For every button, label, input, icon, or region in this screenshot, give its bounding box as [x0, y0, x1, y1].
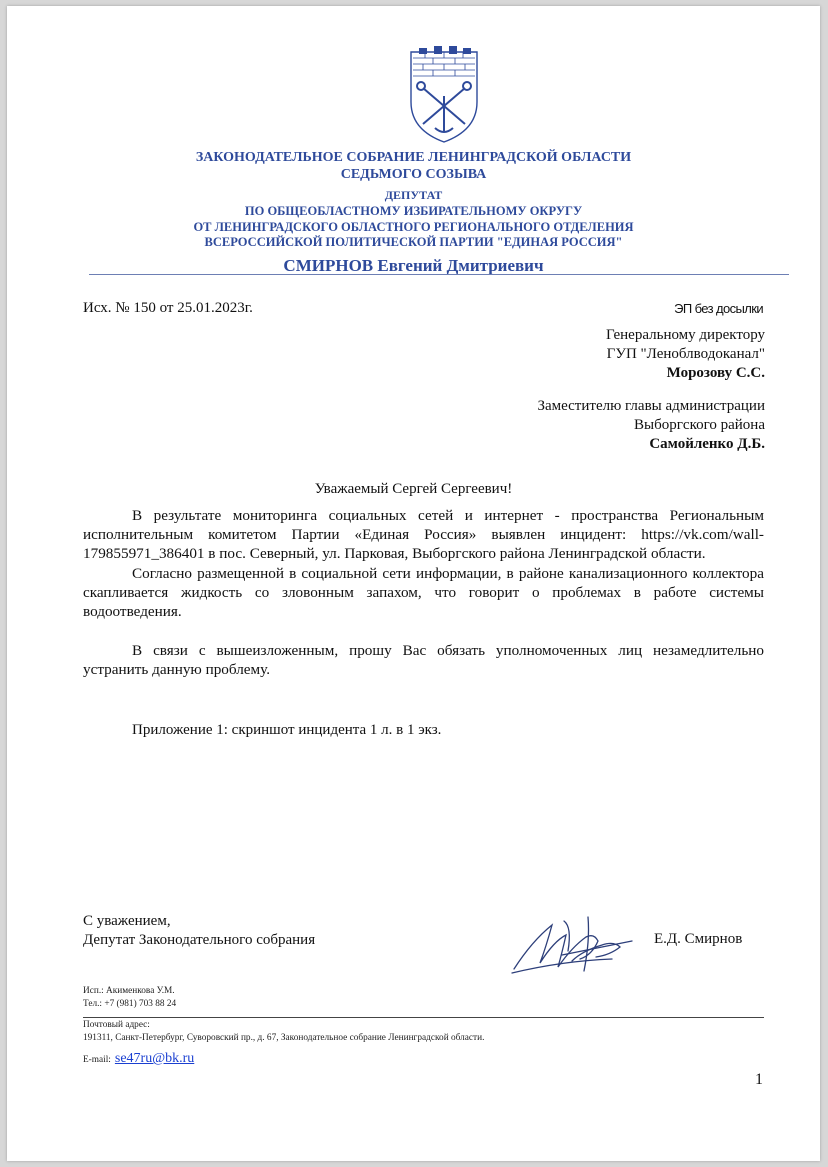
email-link[interactable]: se47ru@bk.ru: [114, 1051, 195, 1066]
deputy-name: СМИРНОВ Евгений Дмитриевич: [283, 256, 544, 275]
page-number: 1: [755, 1071, 763, 1088]
signer-name: Е.Д. Смирнов: [654, 931, 743, 947]
recipient-position: Заместителю главы администрации: [537, 398, 765, 414]
recipient-block-2: [537, 397, 765, 454]
email-label: E-mail:: [83, 1055, 111, 1065]
recipient-position: Генеральному директору: [605, 327, 765, 343]
outgoing-number: Исх. № 150 от 25.01.2023г.: [83, 300, 253, 316]
header-divider: [89, 274, 789, 275]
attachment-note: Приложение 1: скриншот инцидента 1 л. в 1 экз.: [132, 722, 442, 738]
email-row: [83, 1049, 194, 1067]
coat-of-arms-icon: [405, 44, 483, 144]
signature-block: [83, 912, 315, 950]
salutation: Уважаемый Сергей Сергеевич!: [314, 481, 513, 497]
recipient-organization: ГУП "Леноблводоканал": [606, 346, 765, 362]
recipient-block: [606, 326, 765, 383]
recipient-name: Самойленко Д.Б.: [649, 436, 765, 452]
deputy-title: ДЕПУТАТ: [384, 188, 443, 202]
paragraph-details: Согласно размещенной в социальной сети информации, в районе канализационного коллектора скапливается жидкость со зловонным запахом, что говорит о проблемах в работе системы водоотведения.: [83, 565, 764, 621]
org-title: ЗАКОНОДАТЕЛЬНОЕ СОБРАНИЕ ЛЕНИНГРАДСКОЙ ОБЛАСТИ: [195, 150, 632, 165]
paragraph-incident: В результате мониторинга социальных сетей и интернет - пространства Региональным исполнительным комитетом Партии «Единая Россия» выявлен инцидент: https://vk.com/wall-179855971_386401 в пос. Северный, ул. Парковая, Выборгского района Ленинградской области.: [83, 507, 764, 563]
deputy-district: ПО ОБЩЕОБЛАСТНОМУ ИЗБИРАТЕЛЬНОМУ ОКРУГУ: [244, 204, 583, 218]
org-convocation: СЕДЬМОГО СОЗЫВА: [340, 167, 487, 182]
footer-divider: [83, 1017, 764, 1018]
paragraph-request: В связи с вышеизложенным, прошу Вас обязать уполномоченных лиц незамедлительно устранить данную проблему.: [83, 642, 764, 679]
document-page: [7, 6, 820, 1161]
deputy-party: ВСЕРОССИЙСКОЙ ПОЛИТИЧЕСКОЙ ПАРТИИ "ЕДИНАЯ РОССИЯ": [204, 235, 623, 249]
postal-address: 191311, Санкт-Петербург, Суворовский пр., д. 67, Законодательное собрание Ленинградской области.: [83, 1033, 485, 1043]
postal-label: Почтовый адрес:: [83, 1020, 150, 1030]
recipient-organization: Выборгского района: [634, 417, 765, 433]
signer-position: Депутат Законодательного собрания: [83, 932, 316, 948]
delivery-note: ЭП без досылки: [674, 301, 763, 316]
handwritten-signature: [502, 911, 642, 981]
recipient-name: Морозову С.С.: [666, 365, 765, 381]
deputy-branch: ОТ ЛЕНИНГРАДСКОГО ОБЛАСТНОГО РЕГИОНАЛЬНОГО ОТДЕЛЕНИЯ: [193, 220, 634, 234]
executor-name: Исп.: Акименкова У.М.: [83, 986, 175, 996]
closing-phrase: С уважением,: [83, 913, 171, 929]
executor-phone: Тел.: +7 (981) 703 88 24: [83, 999, 177, 1009]
